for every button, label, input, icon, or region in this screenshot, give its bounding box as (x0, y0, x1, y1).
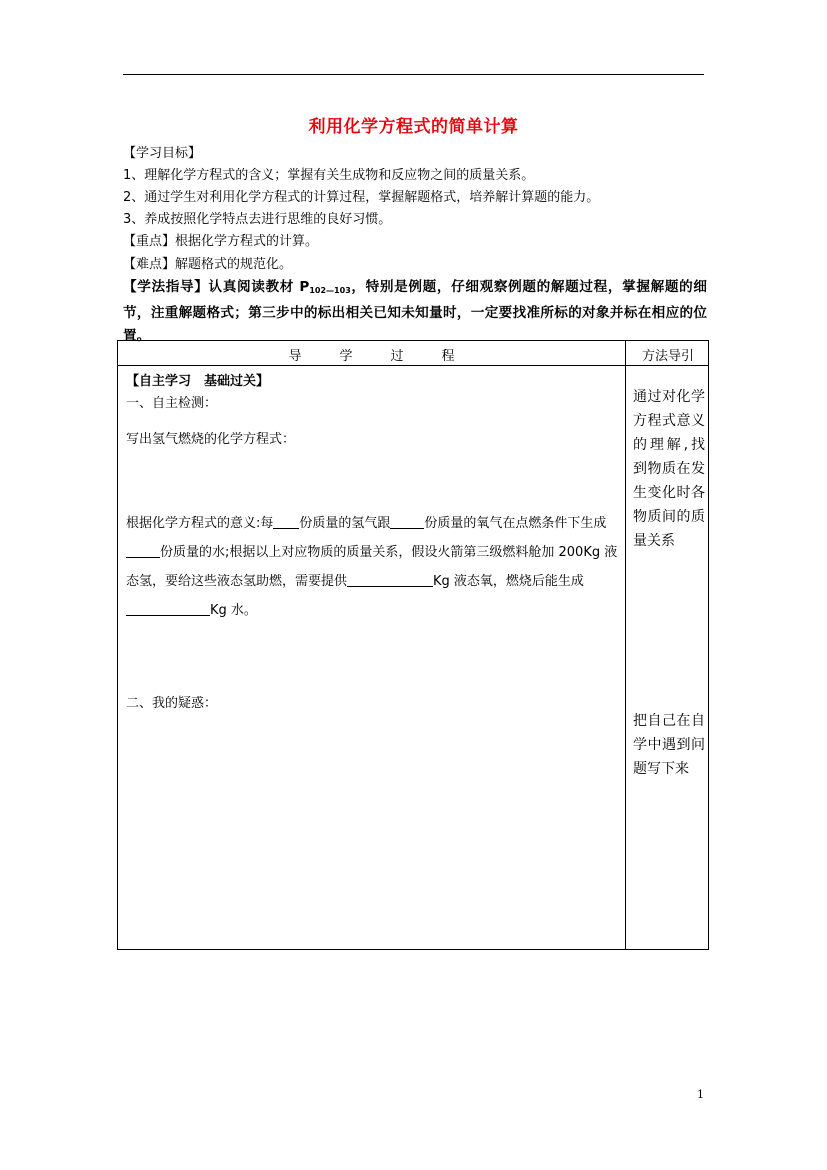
key-point-text: 根据化学方程式的计算。 (175, 234, 319, 249)
header-char: 过 (390, 349, 404, 364)
answer-blank[interactable] (126, 601, 210, 616)
side-note-2: 把自己在自学中遇到问题写下来 (633, 713, 705, 777)
method-guide (123, 276, 707, 348)
method-guide-text: ，特别是例题，仔细观察例题的解题过程，掌握解题的细节，注重解题格式；第三步中的标出相关已知未知量时，一定要找准所标的对象并标在相应的位置。 (123, 279, 708, 344)
method-guide-label: 【学法指导】 (123, 279, 209, 295)
header-divider (118, 365, 708, 366)
paragraph-text: Kg 液态氧，燃烧后能生成 (433, 574, 584, 589)
paragraph-text: 份质量的水;根据以上对应物质的质量关系，假设火箭第三级燃料舱加 200Kg 液态氢，要给这些液态氢助燃，需要提供 (126, 545, 618, 589)
method-guide-prefix: 认真阅读教材 P (208, 279, 310, 295)
column-divider (625, 341, 626, 949)
answer-blank[interactable] (347, 572, 433, 587)
side-note-1: 通过对化学方程式意义的理解,找到物质在发生变化时各物质间的质量关系 (633, 389, 705, 549)
difficulty-text: 解题格式的规范化。 (175, 257, 293, 272)
learning-table (117, 340, 709, 950)
meaning-paragraph (126, 509, 618, 625)
key-point (123, 234, 318, 250)
paragraph-text: 根据化学方程式的意义:每 (126, 516, 274, 531)
page-title: 利用化学方程式的简单计算 (308, 117, 519, 137)
difficulty-label: 【难点】 (123, 257, 176, 272)
difficulty (123, 257, 292, 273)
header-char: 程 (441, 349, 455, 364)
answer-blank[interactable] (390, 514, 424, 529)
page-number: 1 (697, 1088, 704, 1101)
paragraph-text: Kg 水。 (210, 603, 257, 618)
section-title: 【自主学习 基础过关】 (126, 374, 270, 389)
header-char: 导 (288, 349, 302, 364)
header-method: 方法导引 (641, 349, 694, 364)
header-char: 学 (339, 349, 353, 364)
header-process (118, 345, 625, 364)
key-point-label: 【重点】 (123, 234, 176, 249)
method-guide-pages: 102—103 (309, 286, 351, 295)
paragraph-text: 份质量的氧气在点燃条件下生成 (424, 516, 607, 531)
objectives-heading: 【学习目标】 (123, 146, 202, 161)
paragraph-text: 份质量的氢气跟 (299, 516, 391, 531)
objective-item-3: 3、养成按照化学特点去进行思维的良好习惯。 (123, 212, 392, 227)
header-rule (123, 74, 704, 75)
doubts-heading: 二、我的疑惑： (126, 696, 218, 711)
answer-blank[interactable] (273, 514, 299, 529)
self-check-heading: 一、自主检测： (126, 396, 218, 411)
objective-item-2: 2、通过学生对利用化学方程式的计算过程，掌握解题格式，培养解计算题的能力。 (123, 190, 600, 205)
answer-blank[interactable] (126, 543, 160, 558)
equation-prompt: 写出氢气燃烧的化学方程式： (126, 432, 296, 447)
objective-item-1: 1、理解化学方程式的含义；掌握有关生成物和反应物之间的质量关系。 (123, 168, 535, 183)
